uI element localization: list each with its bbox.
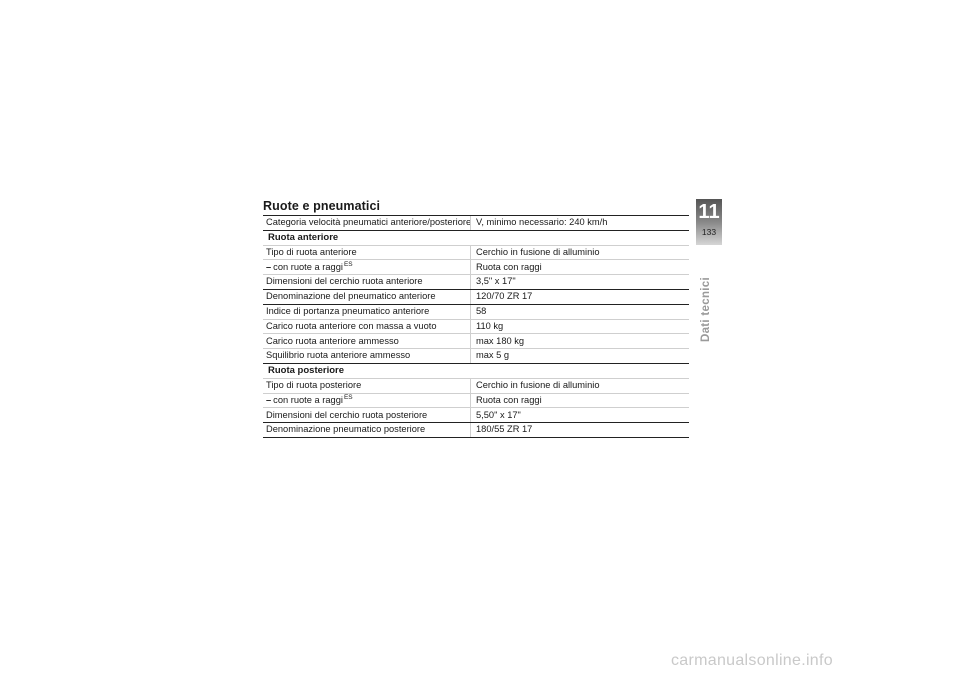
table-row (263, 379, 689, 394)
row-label: Squilibrio ruota anteriore ammesso (266, 350, 411, 361)
row-value: 3,5" x 17" (470, 275, 689, 289)
row-value: 5,50" x 17" (470, 408, 689, 422)
table-row (263, 305, 689, 320)
table-row (263, 246, 689, 261)
table-row (263, 320, 689, 335)
table-row (263, 216, 689, 231)
row-label-text: con ruote a raggi (273, 395, 343, 406)
row-label: Carico ruota anteriore con massa a vuoto (266, 320, 437, 331)
table-row (263, 334, 689, 349)
row-value: Ruota con raggi (470, 394, 689, 408)
dash-marker: – (266, 262, 272, 273)
table-row (263, 260, 689, 275)
table-row (263, 349, 689, 364)
option-superscript: ES (343, 261, 353, 269)
table-row (263, 423, 689, 438)
option-superscript: ES (343, 394, 353, 402)
chapter-number: 11 (698, 201, 720, 223)
row-label: Indice di portanza pneumatico anteriore (266, 306, 430, 317)
row-label: Dimensioni del cerchio ruota anteriore (266, 276, 423, 287)
table-row (263, 275, 689, 290)
row-label (263, 262, 470, 272)
row-value: 58 (470, 305, 689, 319)
section-title: Ruote e pneumatici (263, 199, 381, 213)
table-section-heading (263, 231, 689, 246)
row-value: Ruota con raggi (470, 260, 689, 274)
row-label: Denominazione del pneumatico anteriore (266, 291, 436, 302)
chapter-name: Dati tecnici (700, 277, 712, 342)
table-row (263, 408, 689, 423)
table-row (263, 394, 689, 409)
row-value: 110 kg (470, 320, 689, 334)
row-label (263, 395, 470, 405)
row-value: 180/55 ZR 17 (470, 423, 689, 437)
row-label: Categoria velocità pneumatici anteriore/posteriore (266, 217, 472, 228)
row-value: Cerchio in fusione di alluminio (470, 246, 689, 260)
row-label: Dimensioni del cerchio ruota posteriore (266, 409, 428, 420)
section-heading-label: Ruota posteriore (268, 365, 345, 377)
row-label: Tipo di ruota anteriore (266, 246, 357, 257)
row-value: Cerchio in fusione di alluminio (470, 379, 689, 393)
row-label: Carico ruota anteriore ammesso (266, 335, 399, 346)
row-label-text: con ruote a raggi (273, 262, 343, 273)
watermark: carmanualsonline.info (671, 652, 833, 669)
row-value: 120/70 ZR 17 (470, 290, 689, 304)
spec-table (263, 215, 689, 438)
dash-marker: – (266, 395, 272, 406)
row-label: Tipo di ruota posteriore (266, 380, 362, 391)
row-value: V, minimo necessario: 240 km/h (470, 216, 689, 230)
row-value: max 5 g (470, 349, 689, 363)
table-row (263, 290, 689, 305)
chapter-tab (696, 199, 722, 245)
page-number: 133 (701, 227, 717, 237)
table-section-heading (263, 364, 689, 379)
row-value: max 180 kg (470, 334, 689, 348)
section-heading-label: Ruota anteriore (268, 231, 339, 243)
row-label: Denominazione pneumatico posteriore (266, 424, 426, 435)
